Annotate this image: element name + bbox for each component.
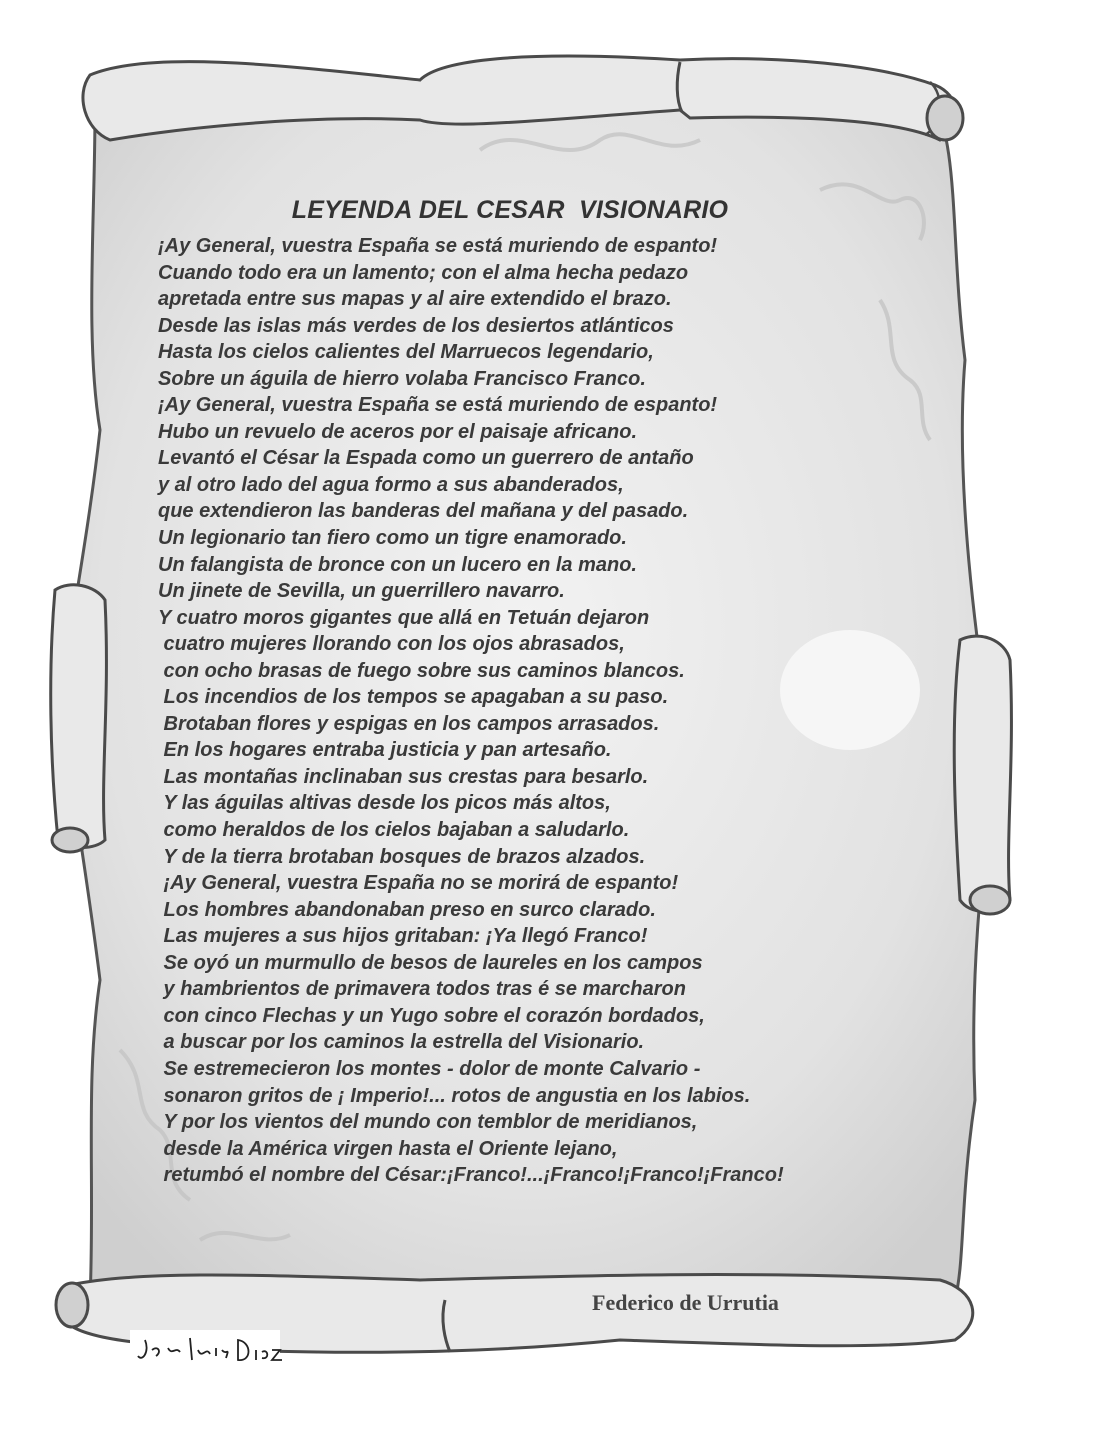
poem-line: Un jinete de Sevilla, un guerrillero navarro.: [158, 580, 565, 603]
poem-line: sonaron gritos de ¡ Imperio!... rotos de angustia en los labios.: [158, 1084, 751, 1107]
poem-line: desde la América virgen hasta el Oriente lejano,: [158, 1137, 618, 1160]
poem-line: Sobre un águila de hierro volaba Francisco Franco.: [158, 367, 646, 390]
poem-line: y hambrientos de primavera todos tras é se marcharon: [158, 978, 686, 1001]
poem-line: Y por los vientos del mundo con temblor de meridianos,: [158, 1111, 698, 1134]
poem-line: ¡Ay General, vuestra España se está muriendo de espanto!: [158, 394, 718, 417]
poem-line: ¡Ay General, vuestra España no se morirá de espanto!: [158, 872, 679, 895]
poem-line: Y las águilas altivas desde los picos más altos,: [158, 792, 611, 815]
poem-line: Brotaban flores y espigas en los campos arrasados.: [158, 712, 660, 735]
poem-line: como heraldos de los cielos bajaban a saludarlo.: [158, 819, 630, 842]
poem-line: Desde las islas más verdes de los desiertos atlánticos: [158, 314, 674, 337]
poem-line: Levantó el César la Espada como un guerrero de antaño: [158, 447, 694, 470]
right-scroll-roll: [954, 636, 1011, 911]
poem-line: a buscar por los caminos la estrella del Visionario.: [158, 1031, 645, 1054]
poem-line: Se oyó un murmullo de besos de laureles en los campos: [158, 951, 703, 974]
poem-line: Y cuatro moros gigantes que allá en Tetuán dejaron: [158, 606, 650, 629]
poem-line: cuatro mujeres llorando con los ojos abrasados,: [158, 633, 625, 656]
poem-line: Cuando todo era un lamento; con el alma hecha pedazo: [158, 261, 689, 284]
poem-line: con ocho brasas de fuego sobre sus caminos blancos.: [158, 659, 685, 682]
poem-line: con cinco Flechas y un Yugo sobre el corazón bordados,: [158, 1004, 705, 1027]
poem-line: ¡Ay General, vuestra España se está muriendo de espanto!: [158, 235, 718, 257]
poem-author: Federico de Urrutia: [592, 1290, 779, 1315]
poem-line: Se estremecieron los montes - dolor de monte Calvario -: [158, 1057, 701, 1080]
poem-line: Hubo un revuelo de aceros por el paisaje africano.: [158, 420, 638, 443]
poem-title: LEYENDA DEL CESAR VISIONARIO: [291, 196, 729, 224]
poem-line: Y de la tierra brotaban bosques de brazos alzados.: [158, 845, 646, 868]
poem-body: [158, 233, 958, 1189]
poem-line: Las mujeres a sus hijos gritaban: ¡Ya llegó Franco!: [158, 925, 648, 948]
poem-line: Los incendios de los tempos se apagaban a su paso.: [158, 686, 669, 709]
poem-line: Un legionario tan fiero como un tigre enamorado.: [158, 527, 627, 550]
poem-line: retumbó el nombre del César:¡Franco!...¡Franco!¡Franco!¡Franco!: [158, 1164, 784, 1187]
poem-line: Las montañas inclinaban sus crestas para besarlo.: [158, 765, 649, 788]
left-scroll-roll: [51, 585, 107, 848]
poem-line: que extendieron las banderas del mañana y del pasado.: [158, 500, 689, 523]
poem-line: En los hogares entraba justicia y pan artesaño.: [158, 739, 612, 762]
poem-line: apretada entre sus mapas y al aire extendido el brazo.: [158, 288, 672, 311]
poem-line: Los hombres abandonaban preso en surco clarado.: [158, 898, 656, 921]
poem-line: Un falangista de bronce con un lucero en la mano.: [158, 553, 637, 576]
poem-line: Hasta los cielos calientes del Marruecos legendario,: [158, 341, 654, 364]
poem-line: y al otro lado del agua formo a sus abanderados,: [158, 473, 624, 496]
artist-signature: [130, 1330, 282, 1372]
